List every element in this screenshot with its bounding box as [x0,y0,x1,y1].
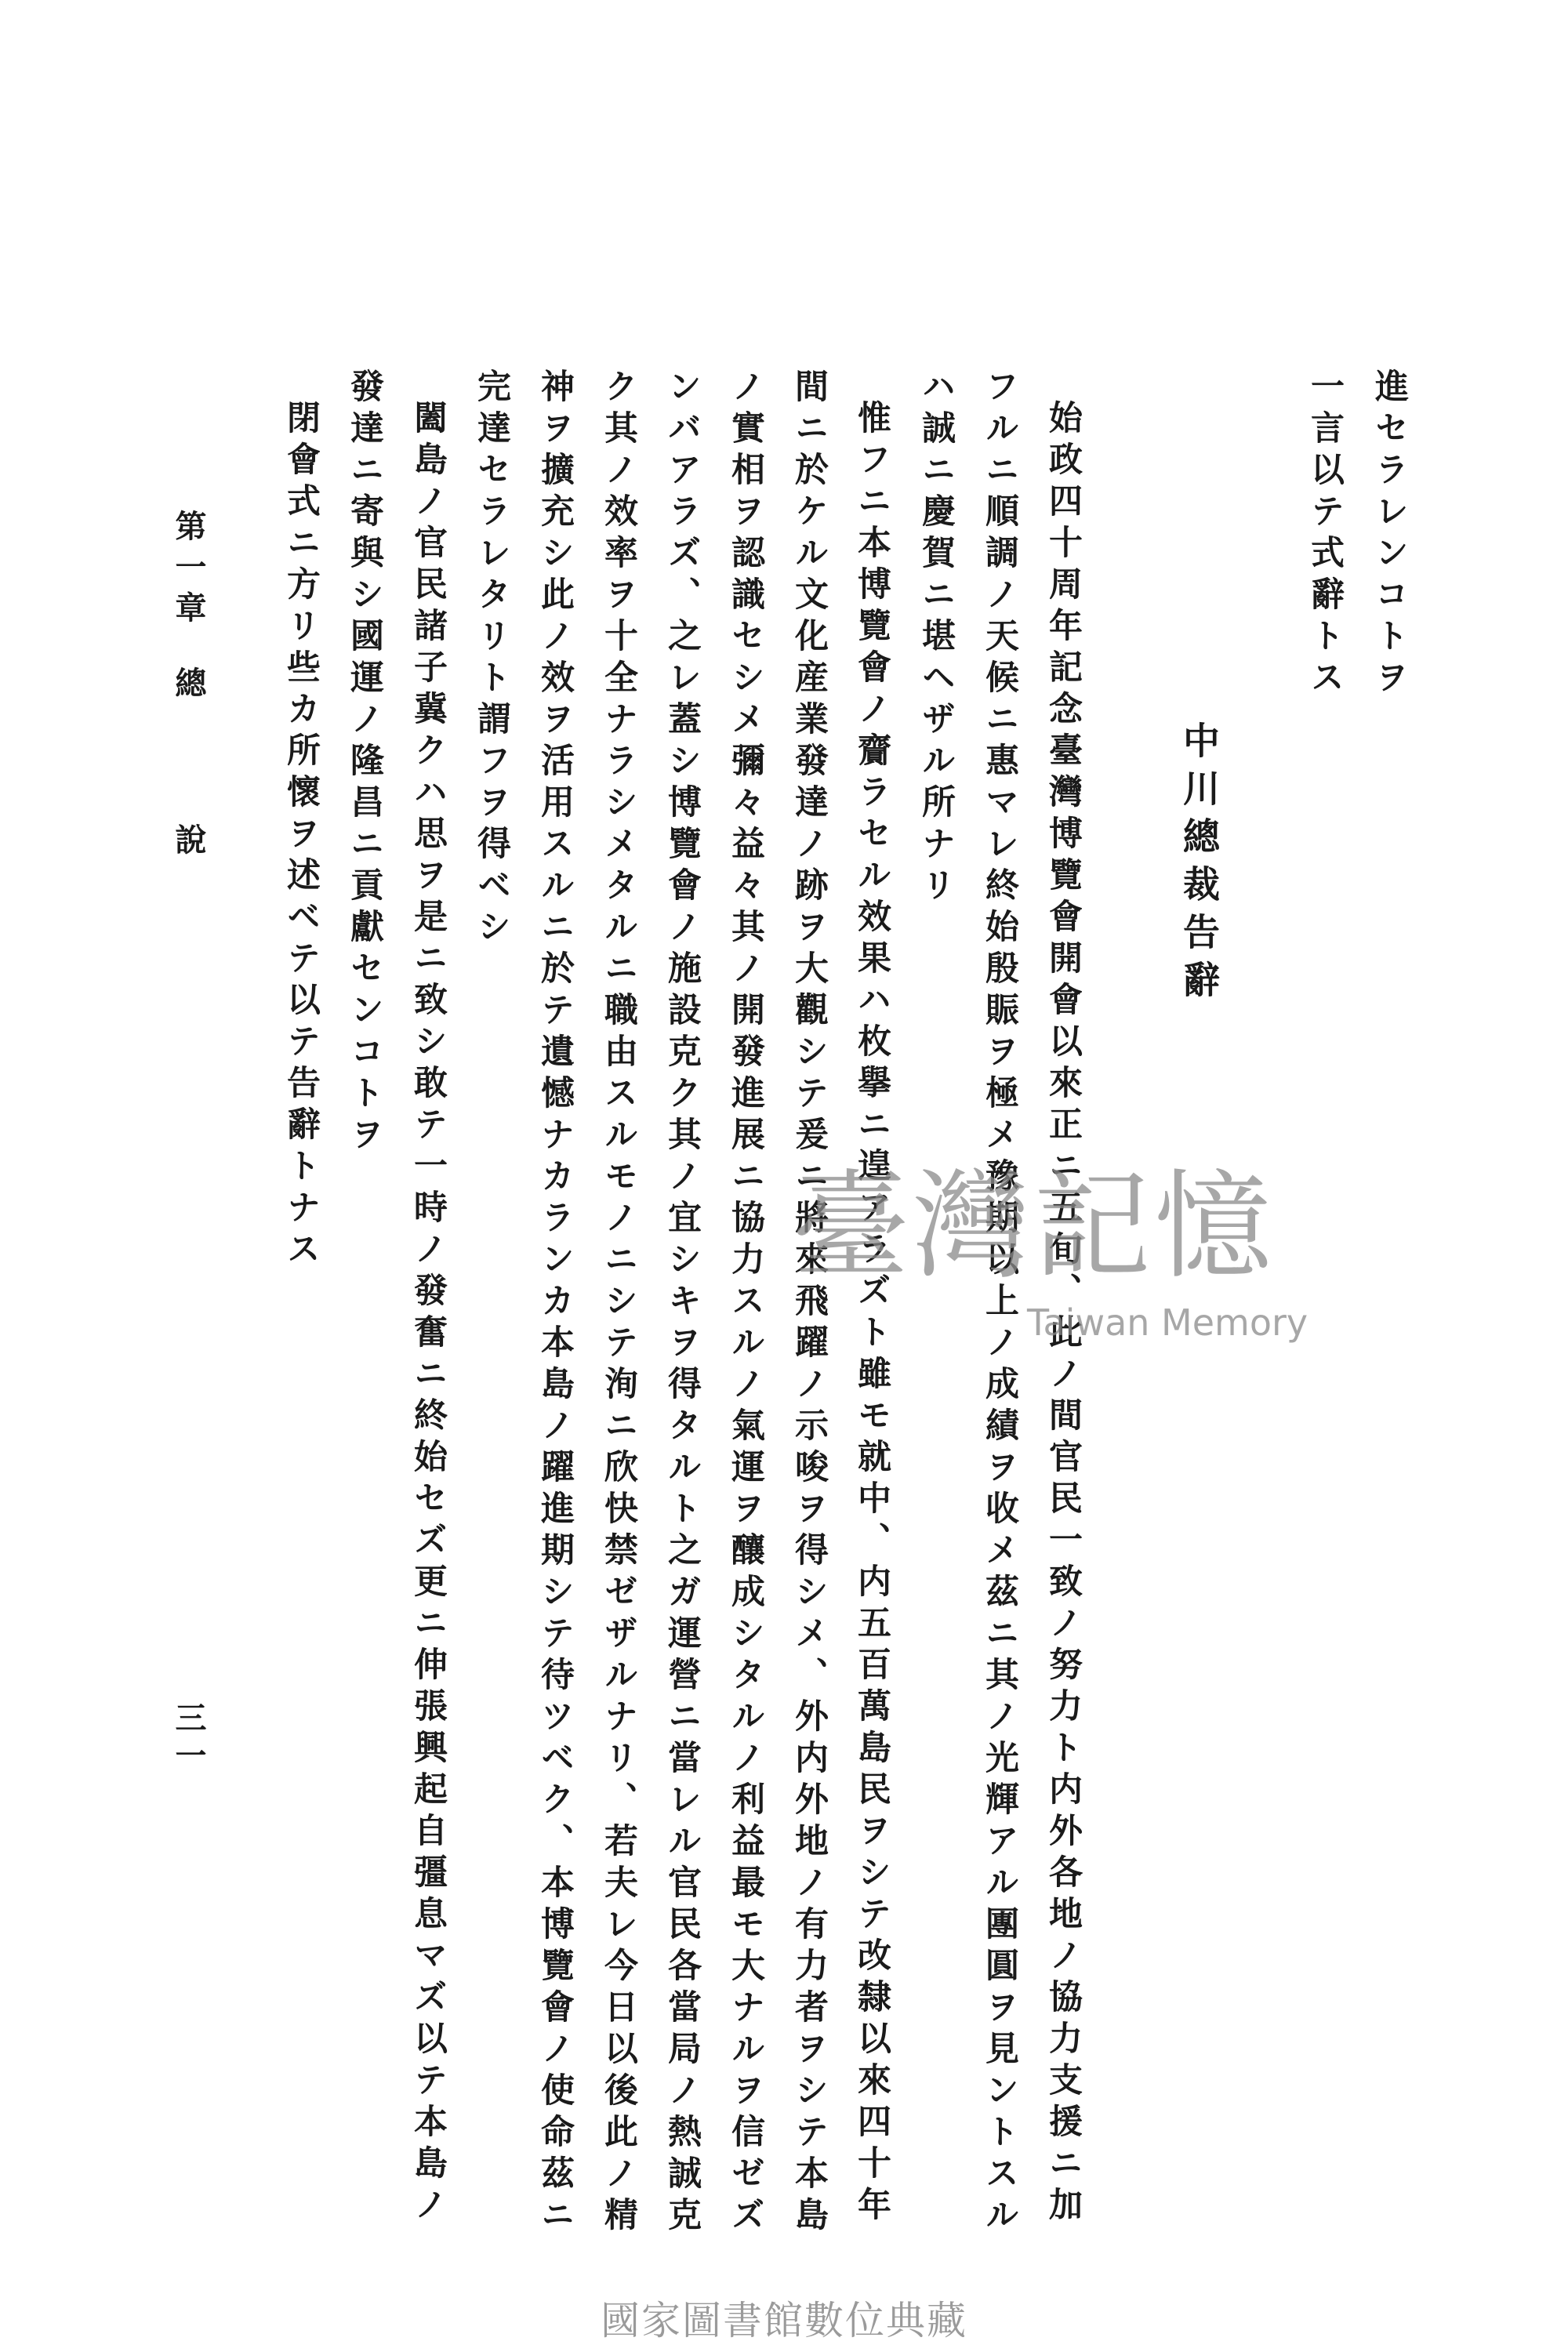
text-line-9: ンバアラズ、之レ蓋シ博覽會ノ施設克ク其ノ宜シキヲ得タルト之ガ運營ニ當レル官民各當局ノ熱誠克 [662,368,702,2238]
page-number: 三一 [170,1701,207,1777]
text-line-5: ハ誠ニ慶賀ニ堪ヘザル所ナリ [916,368,956,909]
section-title: 中川總裁告辭 [1177,721,1220,1008]
chapter-name-1: 總 [170,666,207,698]
text-line-7: 間ニ於ケル文化産業發達ノ跡ヲ大觀シテ爰ニ將來飛躍ノ示唆ヲ得シメ、外内外地ノ有力者ヲシテ本島 [789,368,829,2238]
text-line-12: 完達セラレタリト謂フヲ得ベシ [472,368,511,950]
watermark-sub-text: Taiwan Memory [1027,1301,1308,1344]
text-line-11: 神ヲ擴充シ此ノ效ヲ活用スルニ於テ遺憾ナカランカ本島ノ躍進期シテ待ツベク、本博覽會ノ使命茲ニ [535,368,575,2238]
chapter-name-2: 說 [170,823,207,855]
text-line-4: フルニ順調ノ天候ニ惠マレ終始殷賑ヲ極メ豫期以上ノ成績ヲ收メ茲ニ其ノ光輝アル團圓ヲ見ントスル [980,368,1019,2238]
watermark-main-text: 臺灣記憶 [792,1159,1276,1295]
text-line-1: 進セラレンコトヲ [1370,368,1409,701]
chapter-label: 第一章 [170,510,207,632]
text-line-3: 始政四十周年記念臺灣博覽會開會以來正ニ五旬、此ノ間官民一致ノ努力ト内外各地ノ協力支援ニ加 [1044,400,1083,2228]
text-line-14: 發達ニ寄與シ國運ノ隆昌ニ貢獻センコトヲ [345,368,384,1158]
text-line-13: 闔島ノ官民諸子冀クハ思ヲ是ニ致シ敢テ一時ノ發奮ニ終始セズ更ニ伸張興起自彊息マズ以テ本島ノ [408,400,448,2228]
text-line-15: 閉會式ニ方リ些カ所懷ヲ述ベテ以テ告辭トナス [281,400,321,1272]
text-line-8: ノ實相ヲ認識セシメ彌々益々其ノ開發進展ニ協力スルノ氣運ヲ釀成シタルノ利益最モ大ナルヲ信ゼズ [726,368,765,2238]
library-credit: 國家圖書館數位典藏 [601,2298,967,2343]
text-line-2: 一言以テ式辭トス [1305,368,1345,701]
text-line-10: ク其ノ效率ヲ十全ナラシメタルニ職由スルモノニシテ洵ニ欣快禁ゼザルナリ、若夫レ今日以後此ノ精 [599,368,638,2238]
text-line-6: 惟フニ本博覽會ノ齎ラセル效果ハ枚擧ニ遑アラズト雖モ就中、内五百萬島民ヲシテ改隸以來四十年 [852,400,891,2228]
taiwan-memory-watermark [792,1159,1308,1348]
